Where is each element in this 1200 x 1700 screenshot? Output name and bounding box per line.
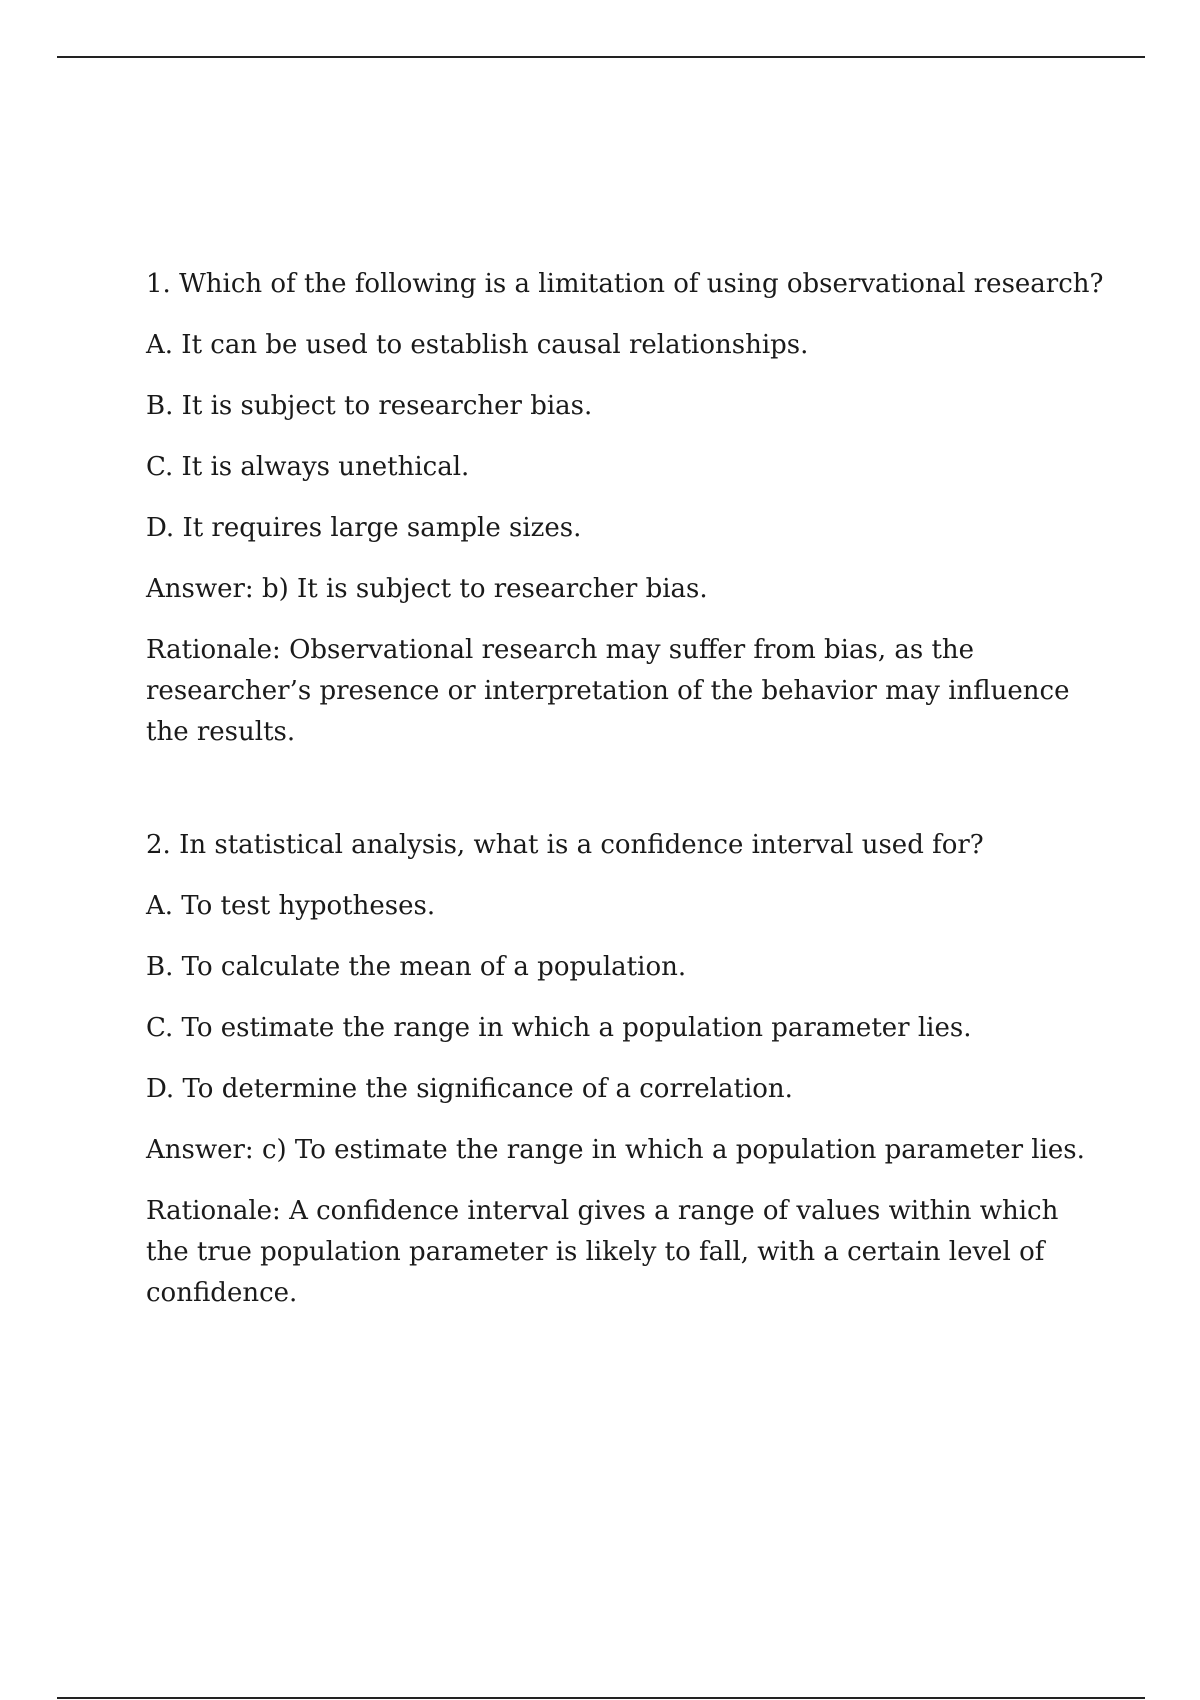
option-d: D. To determine the significance of a correlation. xyxy=(146,1074,793,1104)
question-block-1 xyxy=(146,264,1106,753)
question-block-2 xyxy=(146,825,1106,1314)
document-body xyxy=(146,264,1106,1334)
option-a: A. It can be used to establish causal relationships. xyxy=(146,330,809,360)
answer-text: Answer: c) To estimate the range in which a population parameter lies. xyxy=(146,1135,1085,1165)
option-b: B. It is subject to researcher bias. xyxy=(146,391,593,421)
answer-text: Answer: b) It is subject to researcher bias. xyxy=(146,574,708,604)
bottom-rule xyxy=(57,1697,1145,1699)
option-b: B. To calculate the mean of a population. xyxy=(146,952,687,982)
rationale-text: Rationale: A confidence interval gives a range of values within which the true population parameter is likely to fall, with a certain level of confidence. xyxy=(146,1196,1059,1308)
option-c: C. To estimate the range in which a population parameter lies. xyxy=(146,1013,972,1043)
rationale-text: Rationale: Observational research may suffer from bias, as the researcher’s presence or interpretation of the behavior may influence the results. xyxy=(146,635,1070,747)
option-c: C. It is always unethical. xyxy=(146,452,470,482)
question-text: 2. In statistical analysis, what is a confidence interval used for? xyxy=(146,830,984,860)
top-rule xyxy=(57,56,1145,58)
question-text: 1. Which of the following is a limitation of using observational research? xyxy=(146,269,1104,299)
option-d: D. It requires large sample sizes. xyxy=(146,513,582,543)
option-a: A. To test hypotheses. xyxy=(146,891,436,921)
